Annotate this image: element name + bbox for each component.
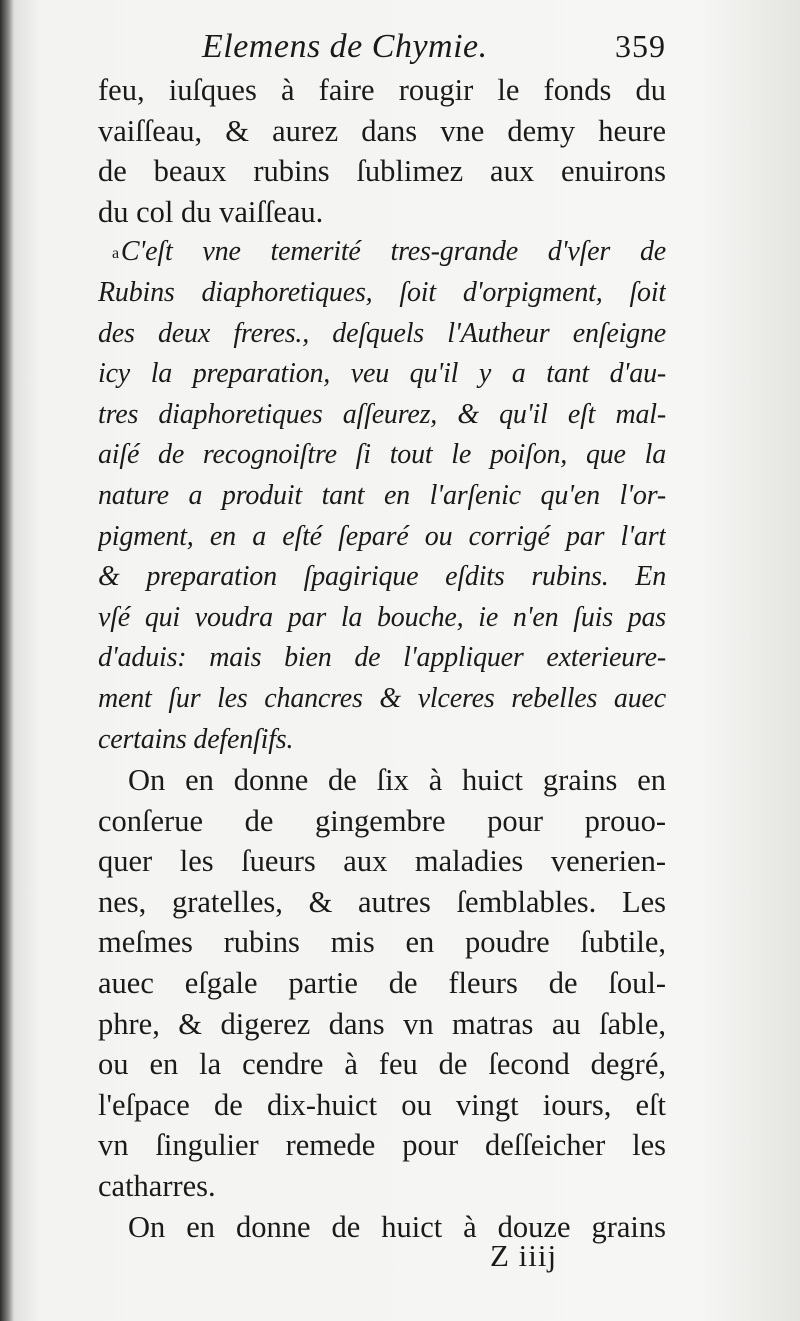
text-line — [98, 354, 666, 395]
line-text: & preparation ſpagirique eſdits rubins. En — [98, 561, 666, 593]
text-line — [98, 720, 666, 761]
text-line — [98, 679, 666, 720]
text-line — [98, 517, 666, 558]
line-text: aiſé de recognoiſtre ſi tout le poiſon, que la — [98, 439, 666, 471]
line-text: certains defenſifs. — [98, 723, 294, 755]
text-line — [98, 273, 666, 314]
line-text: d'aduis: mais bien de l'appliquer exterieure- — [98, 642, 666, 674]
line-text: phre, & digerez dans vn matras au ſable, — [98, 1006, 666, 1041]
text-line — [98, 435, 666, 476]
line-text: icy la preparation, veu qu'il y a tant d'au- — [98, 358, 666, 390]
line-text: Rubins diaphoretiques, ſoit d'orpigment, ſoit — [98, 276, 666, 308]
line-text: vaiſſeau, & aurez dans vne demy heure — [98, 113, 666, 148]
text-line — [98, 70, 666, 111]
text-line — [98, 151, 666, 192]
line-text: On en donne de ſix à huict grains en — [128, 763, 666, 798]
line-text: feu, iuſques à faire rougir le fonds du — [98, 73, 666, 107]
page-header — [96, 28, 666, 72]
text-line — [98, 232, 666, 273]
line-text: ment ſur les chancres & vlceres rebelles auec — [98, 682, 666, 714]
text-line — [98, 192, 666, 233]
line-text: tres diaphoretiques aſſeurez, & qu'il eſt mal- — [98, 398, 666, 430]
line-text: quer les ſueurs aux maladies venerien- — [98, 844, 666, 879]
text-line — [98, 1125, 666, 1166]
line-text: On en donne de huict à douze grains — [128, 1209, 666, 1244]
line-text: de beaux rubins ſublimez aux enuirons — [98, 154, 666, 189]
line-text: vſé qui voudra par la bouche, ie n'en ſuis pas — [98, 601, 666, 633]
body-text — [98, 70, 666, 1247]
line-text: auec eſgale partie de fleurs de ſoul- — [98, 966, 666, 1001]
text-line — [98, 1166, 666, 1207]
text-line — [98, 314, 666, 355]
line-text: nature a produit tant en l'arſenic qu'en l'or- — [98, 479, 666, 511]
line-text: vn ſingulier remede pour deſſeicher les — [98, 1128, 666, 1163]
binding-gutter — [0, 0, 14, 1321]
line-text: C'eſt vne temerité tres-grande d'vſer de — [120, 236, 666, 268]
text-line — [98, 598, 666, 639]
line-text: nes, gratelles, & autres ſemblables. Les — [98, 884, 666, 919]
text-line — [98, 1044, 666, 1085]
text-line — [98, 882, 666, 923]
text-line — [98, 922, 666, 963]
text-line — [98, 638, 666, 679]
line-text: l'eſpace de dix-huict ou vingt iours, eſt — [98, 1087, 666, 1122]
text-line — [98, 801, 666, 842]
text-line — [98, 1004, 666, 1045]
text-line — [98, 841, 666, 882]
text-line — [98, 1207, 666, 1248]
text-line — [98, 111, 666, 152]
page-number: 359 — [615, 28, 666, 64]
text-line — [98, 963, 666, 1004]
text-line — [98, 760, 666, 801]
signature-mark: Z iiij — [490, 1238, 558, 1273]
line-text: ou en la cendre à feu de ſecond degré, — [98, 1047, 666, 1082]
line-text: du col du vaiſſeau. — [98, 194, 324, 229]
line-text: des deux freres., deſquels l'Autheur enſeigne — [98, 317, 666, 349]
text-line — [98, 557, 666, 598]
line-text: conſerue de gingembre pour prouo- — [98, 803, 666, 838]
note-marker: a — [112, 245, 119, 263]
running-title: Elemens de Chymie. — [202, 28, 488, 65]
line-text: meſmes rubins mis en poudre ſubtile, — [98, 925, 666, 960]
text-line — [98, 395, 666, 436]
text-line — [98, 476, 666, 517]
text-line — [98, 1085, 666, 1126]
line-text: pigment, en a eſté ſeparé ou corrigé par l'art — [98, 520, 666, 552]
line-text: catharres. — [98, 1169, 216, 1204]
